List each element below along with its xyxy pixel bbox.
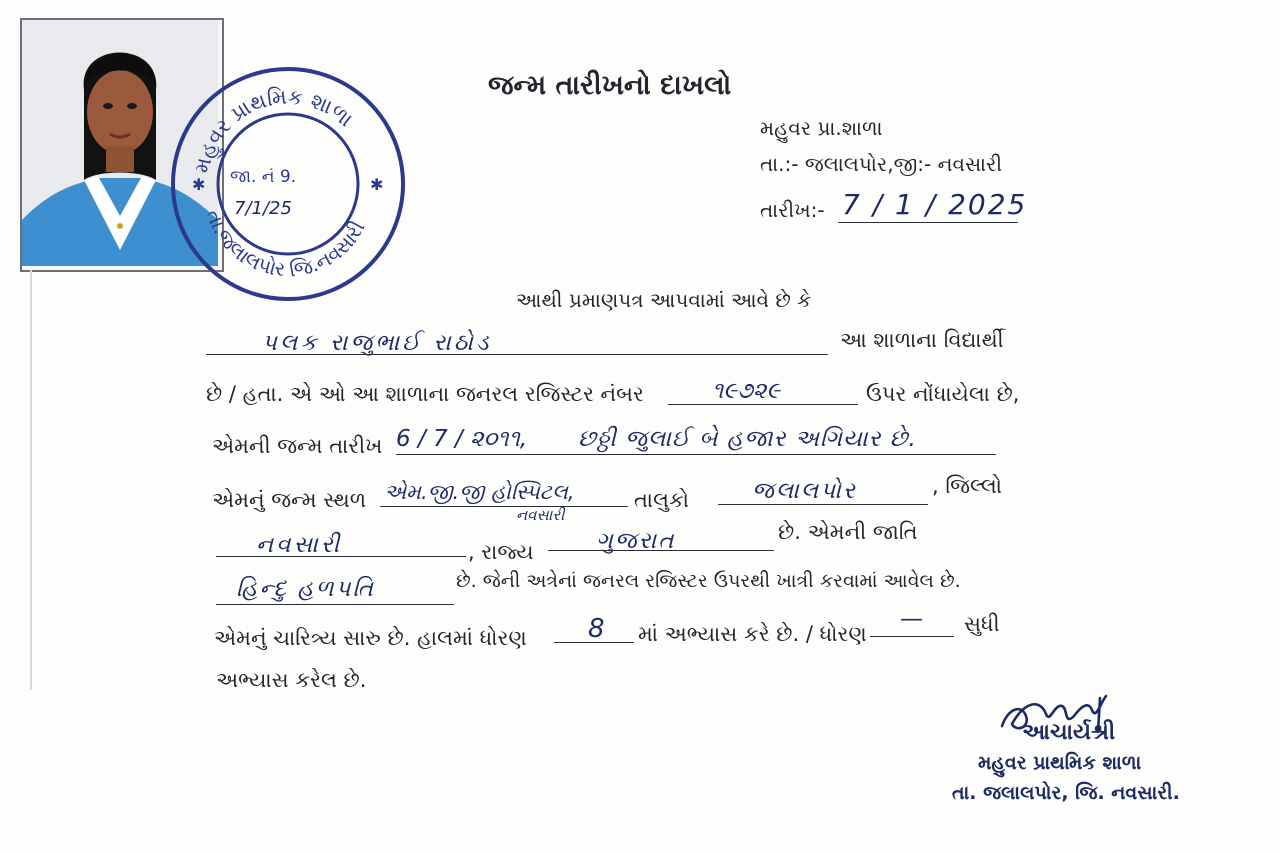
stamp-top-text: મહુવર પ્રાથમિક શાળા bbox=[189, 84, 358, 176]
signature-school: મહુવર પ્રાથમિક શાળા bbox=[978, 752, 1142, 774]
date-label: તારીખ:- bbox=[760, 198, 825, 222]
birth-place-underline bbox=[380, 506, 628, 507]
line2-prefix: છે / હતા. એ ઓ આ શાળાના જનરલ રજિસ્ટર નંબર bbox=[206, 382, 644, 406]
caste-label: છે. એમની જાતિ bbox=[778, 520, 918, 544]
school-address: તા.:- જલાલપોર,જી:- નવસારી bbox=[760, 152, 1003, 176]
line7-suffix: સુધી bbox=[964, 612, 1000, 636]
district-underline bbox=[216, 556, 466, 557]
state-underline bbox=[548, 550, 774, 551]
school-stamp bbox=[168, 64, 408, 304]
stamp-star-right: ✱ bbox=[370, 175, 384, 194]
current-standard: 8 bbox=[588, 614, 605, 644]
birth-date-underline bbox=[396, 454, 996, 455]
student-name: પલક રાજુભાઈ રાઠોડ bbox=[262, 330, 492, 356]
stamp-bottom-text: તા.જલાલપોર જિ.નવસારી bbox=[201, 206, 370, 282]
completed-standard: — bbox=[900, 606, 923, 632]
signature-address: તા. જલાલપોર, જિ. નવસારી. bbox=[952, 782, 1180, 804]
name-underline bbox=[206, 354, 828, 355]
district-label: , જિલ્લો bbox=[932, 474, 1003, 498]
margin-line bbox=[30, 270, 32, 690]
date-underline bbox=[838, 222, 1018, 223]
completed-underline bbox=[870, 636, 954, 637]
school-name: મહુવર પ્રા.શાળા bbox=[760, 116, 883, 140]
stamp-entry-no: જા. નં 9. bbox=[230, 167, 297, 187]
certificate-title: જન્મ તારીખનો દાખલો bbox=[488, 70, 732, 101]
line8-text: અભ્યાસ કરેલ છે. bbox=[216, 668, 367, 692]
taluka-label: તાલુકો bbox=[634, 488, 690, 512]
district-note: નવસારી bbox=[516, 506, 565, 524]
district-value: નવસારી bbox=[256, 532, 343, 558]
line1-suffix: આ શાળાના વિદ્યાર્થી bbox=[840, 328, 1004, 352]
state-label: , રાજ્ય bbox=[468, 540, 534, 564]
caste-underline bbox=[216, 604, 454, 605]
register-number: ૧૯૭૨૯ bbox=[712, 378, 780, 404]
issue-date: 7 / 1 / 2025 bbox=[842, 188, 1028, 221]
stamp-entry-date: 7/1/25 bbox=[234, 198, 292, 219]
line4-prefix: એમનું જન્મ સ્થળ bbox=[212, 488, 367, 512]
line7-mid: માં અભ્યાસ કરે છે. / ધોરણ bbox=[638, 622, 867, 646]
line6-suffix: છે. જેની અત્રેનાં જનરલ રજિસ્ટર ઉપરથી ખાત્રી કરવામાં આવેલ છે. bbox=[456, 570, 961, 592]
principal-title: આચાર્યશ્રી bbox=[1022, 720, 1116, 745]
birth-place: એમ.જી.જી હોસ્પિટલ, bbox=[384, 480, 575, 504]
line3-prefix: એમની જન્મ તારીખ bbox=[212, 434, 383, 458]
taluka-underline bbox=[718, 504, 928, 505]
intro-text: આથી પ્રમાણપત્ર આપવામાં આવે છે કે bbox=[516, 288, 812, 312]
state-value: ગુજરાત bbox=[596, 528, 676, 554]
caste-value: હિન્દુ હળપતિ bbox=[236, 576, 375, 602]
line7-prefix: એમનું ચારિત્ર્ય સારુ છે. હાલમાં ધોરણ bbox=[214, 626, 527, 650]
line2-suffix: ઉપર નોંધાયેલા છે, bbox=[866, 382, 1020, 406]
standard-underline bbox=[554, 642, 634, 643]
birth-date: 6 / 7 / ૨૦૧૧, bbox=[396, 426, 528, 452]
birth-date-words: છઠ્ઠી જુલાઈ બે હજાર અગિયાર છે. bbox=[578, 426, 917, 452]
register-underline bbox=[668, 404, 858, 405]
stamp-star-left: ✱ bbox=[192, 175, 206, 194]
taluka-value: જલાલપોર bbox=[752, 478, 857, 504]
